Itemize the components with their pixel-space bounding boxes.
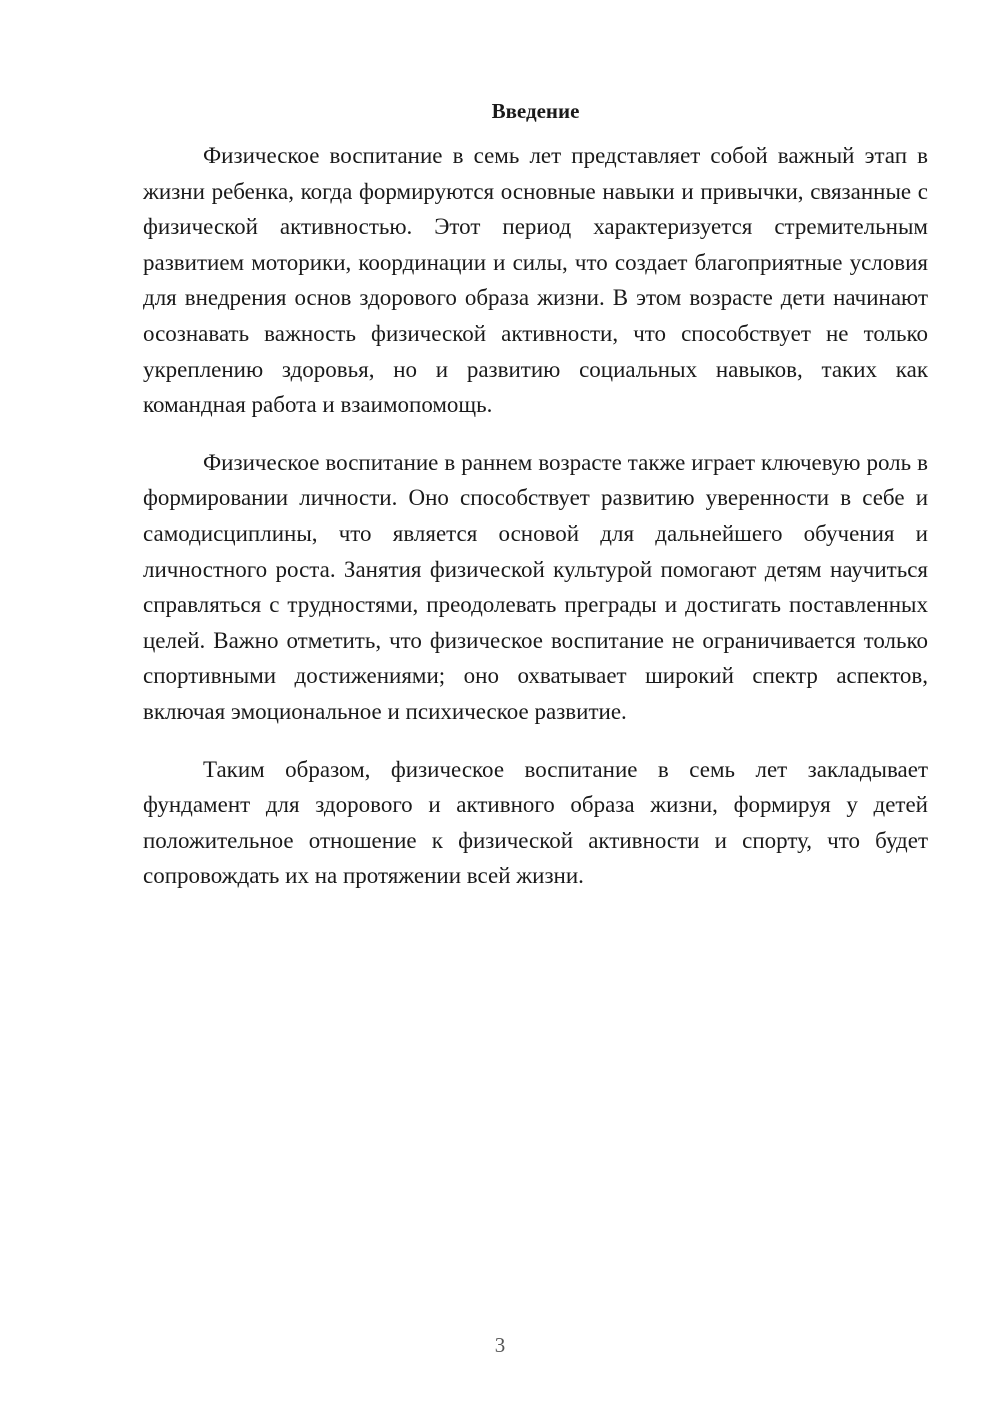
paragraph-1: Физическое воспитание в семь лет представляет собой важный этап в жизни ребенка, когда формируются основные навыки и привычки, связанные с физической активностью. Этот период характеризуется стремительным развитием моторики, координации и силы, что создает благоприятные условия для внедрения основ здорового образа жизни. В этом возрасте дети начинают осознавать важность физической активности, что способствует не только укреплению здоровья, но и развитию социальных навыков, таких как командная работа и взаимопомощь.	[143, 143, 928, 418]
page-number: 3	[494, 1333, 506, 1357]
paragraph-3: Таким образом, физическое воспитание в семь лет закладывает фундамент для здорового и активного образа жизни, формируя у детей положительное отношение к физической активности и спорту, что будет сопровождать их на протяжении всей жизни.	[143, 756, 928, 889]
section-heading: Введение	[491, 99, 580, 123]
page-content	[143, 96, 928, 916]
paragraph-2: Физическое воспитание в раннем возрасте также играет ключевую роль в формировании личности. Оно способствует развитию уверенности в себе и самодисциплины, что является основой для дальнейшего обучения и личностного роста. Занятия физической культурой помогают детям научиться справляться с трудностями, преодолевать преграды и достигать поставленных целей. Важно отметить, что физическое воспитание не ограничивается только спортивными достижениями; оно охватывает широкий спектр аспектов, включая эмоциональное и психическое развитие.	[143, 449, 928, 724]
